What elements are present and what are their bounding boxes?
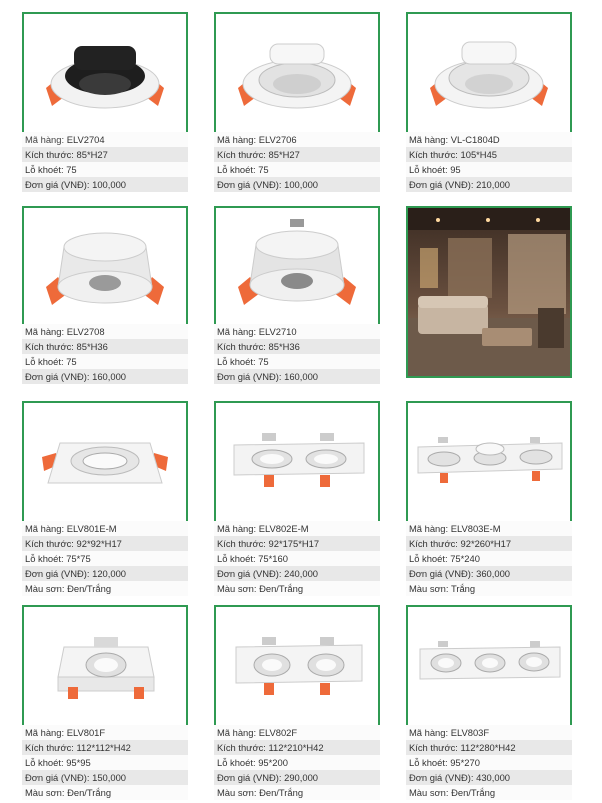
cutout-label: Lỗ khoét: bbox=[409, 164, 448, 175]
price-label: Đơn giá (VNĐ): bbox=[409, 568, 474, 579]
size-label: Kích thước: bbox=[217, 341, 266, 352]
color-label: Màu sơn: bbox=[409, 787, 449, 798]
product-cutout: 95*270 bbox=[450, 757, 480, 768]
product-cutout: 75 bbox=[66, 164, 77, 175]
product-image-frame bbox=[22, 206, 188, 328]
color-label: Màu sơn: bbox=[25, 583, 65, 594]
product-cutout: 75 bbox=[258, 164, 269, 175]
square-frame-single-icon bbox=[24, 403, 186, 523]
size-label: Kích thước: bbox=[25, 341, 74, 352]
product-cutout: 95*95 bbox=[66, 757, 91, 768]
size-label: Kích thước: bbox=[217, 149, 266, 160]
product-cutout: 75*160 bbox=[258, 553, 288, 564]
product-color: Đen/Trắng bbox=[67, 583, 112, 594]
color-label: Màu sơn: bbox=[217, 583, 257, 594]
product-specs bbox=[22, 521, 188, 596]
product-image-frame bbox=[22, 12, 188, 136]
product-price: 160,000 bbox=[92, 371, 126, 382]
square-frame-triple-icon bbox=[408, 403, 570, 523]
code-label: Mã hàng: bbox=[25, 134, 65, 145]
price-label: Đơn giá (VNĐ): bbox=[25, 179, 90, 190]
product-price: 120,000 bbox=[92, 568, 126, 579]
size-label: Kích thước: bbox=[217, 538, 266, 549]
cylinder-downlight-icon bbox=[216, 208, 378, 328]
product-size: 105*H45 bbox=[460, 149, 498, 160]
price-label: Đơn giá (VNĐ): bbox=[217, 772, 282, 783]
product-image-frame bbox=[406, 12, 572, 136]
price-label: Đơn giá (VNĐ): bbox=[217, 568, 282, 579]
product-code: ELV2710 bbox=[258, 326, 297, 337]
code-label: Mã hàng: bbox=[409, 523, 449, 534]
product-specs bbox=[214, 324, 380, 384]
color-label: Màu sơn: bbox=[25, 787, 65, 798]
product-image-frame bbox=[406, 605, 572, 729]
product-code: ELV802F bbox=[258, 727, 298, 738]
code-label: Mã hàng: bbox=[217, 727, 257, 738]
product-image-frame bbox=[214, 12, 380, 136]
living-room-photo-icon bbox=[408, 208, 570, 376]
deep-frame-triple-icon bbox=[408, 607, 570, 727]
product-cutout: 95 bbox=[450, 164, 461, 175]
product-color: Đen/Trắng bbox=[259, 787, 304, 798]
product-color: Đen/Trắng bbox=[259, 583, 304, 594]
price-label: Đơn giá (VNĐ): bbox=[25, 371, 90, 382]
code-label: Mã hàng: bbox=[217, 134, 257, 145]
code-label: Mã hàng: bbox=[409, 134, 449, 145]
product-price: 290,000 bbox=[284, 772, 318, 783]
product-cutout: 75*75 bbox=[66, 553, 91, 564]
product-specs bbox=[22, 324, 188, 384]
product-size: 92*92*H17 bbox=[76, 538, 122, 549]
cutout-label: Lỗ khoét: bbox=[217, 164, 256, 175]
cutout-label: Lỗ khoét: bbox=[409, 553, 448, 564]
deep-frame-double-icon bbox=[216, 607, 378, 727]
product-code: ELV2704 bbox=[66, 134, 105, 145]
code-label: Mã hàng: bbox=[25, 727, 65, 738]
product-color: Đen/Trắng bbox=[67, 787, 112, 798]
product-price: 150,000 bbox=[92, 772, 126, 783]
size-label: Kích thước: bbox=[25, 538, 74, 549]
product-specs bbox=[22, 132, 188, 192]
code-label: Mã hàng: bbox=[217, 523, 257, 534]
code-label: Mã hàng: bbox=[25, 326, 65, 337]
product-cutout: 75 bbox=[258, 356, 269, 367]
product-image-frame bbox=[22, 401, 188, 525]
code-label: Mã hàng: bbox=[409, 727, 449, 738]
cutout-label: Lỗ khoét: bbox=[25, 164, 64, 175]
product-price: 240,000 bbox=[284, 568, 318, 579]
product-price: 160,000 bbox=[284, 371, 318, 382]
product-size: 112*280*H42 bbox=[460, 742, 516, 753]
product-size: 112*112*H42 bbox=[76, 742, 131, 753]
product-cutout: 75 bbox=[66, 356, 77, 367]
product-code: ELV2708 bbox=[66, 326, 105, 337]
interior-photo bbox=[406, 206, 572, 378]
cutout-label: Lỗ khoét: bbox=[25, 553, 64, 564]
recessed-downlight-black-icon bbox=[24, 14, 186, 134]
product-size: 85*H27 bbox=[76, 149, 108, 160]
product-code: ELV803E-M bbox=[450, 523, 501, 534]
product-specs bbox=[214, 521, 380, 596]
code-label: Mã hàng: bbox=[217, 326, 257, 337]
product-price: 430,000 bbox=[476, 772, 510, 783]
recessed-downlight-white-icon bbox=[408, 14, 570, 134]
product-code: ELV801E-M bbox=[66, 523, 117, 534]
square-frame-double-icon bbox=[216, 403, 378, 523]
product-specs bbox=[406, 521, 572, 596]
product-color: Trắng bbox=[450, 583, 476, 594]
product-code: VL-C1804D bbox=[450, 134, 500, 145]
color-label: Màu sơn: bbox=[409, 583, 449, 594]
price-label: Đơn giá (VNĐ): bbox=[217, 371, 282, 382]
product-code: ELV2706 bbox=[258, 134, 297, 145]
product-specs bbox=[406, 725, 572, 800]
size-label: Kích thước: bbox=[409, 149, 458, 160]
cutout-label: Lỗ khoét: bbox=[409, 757, 448, 768]
cutout-label: Lỗ khoét: bbox=[25, 757, 64, 768]
product-specs bbox=[214, 132, 380, 192]
deep-frame-single-icon bbox=[24, 607, 186, 727]
code-label: Mã hàng: bbox=[25, 523, 65, 534]
product-size: 92*175*H17 bbox=[268, 538, 320, 549]
product-color: Đen/Trắng bbox=[451, 787, 496, 798]
size-label: Kích thước: bbox=[25, 149, 74, 160]
size-label: Kích thước: bbox=[25, 742, 74, 753]
product-image-frame bbox=[406, 401, 572, 525]
cylinder-downlight-icon bbox=[24, 208, 186, 328]
product-image-frame bbox=[214, 605, 380, 729]
price-label: Đơn giá (VNĐ): bbox=[409, 772, 474, 783]
product-price: 210,000 bbox=[476, 179, 510, 190]
cutout-label: Lỗ khoét: bbox=[217, 553, 256, 564]
cutout-label: Lỗ khoét: bbox=[25, 356, 64, 367]
color-label: Màu sơn: bbox=[217, 787, 257, 798]
size-label: Kích thước: bbox=[409, 538, 458, 549]
product-cutout: 95*200 bbox=[258, 757, 288, 768]
cutout-label: Lỗ khoét: bbox=[217, 356, 256, 367]
price-label: Đơn giá (VNĐ): bbox=[25, 772, 90, 783]
product-code: ELV801F bbox=[66, 727, 106, 738]
product-code: ELV802E-M bbox=[258, 523, 309, 534]
recessed-downlight-white-icon bbox=[216, 14, 378, 134]
product-image-frame bbox=[22, 605, 188, 729]
product-specs bbox=[214, 725, 380, 800]
product-size: 112*210*H42 bbox=[268, 742, 324, 753]
size-label: Kích thước: bbox=[409, 742, 458, 753]
product-specs bbox=[22, 725, 188, 800]
product-size: 85*H36 bbox=[76, 341, 108, 352]
price-label: Đơn giá (VNĐ): bbox=[409, 179, 474, 190]
product-image-frame bbox=[214, 401, 380, 525]
product-size: 92*260*H17 bbox=[460, 538, 512, 549]
price-label: Đơn giá (VNĐ): bbox=[217, 179, 282, 190]
product-price: 100,000 bbox=[284, 179, 318, 190]
product-image-frame bbox=[214, 206, 380, 328]
size-label: Kích thước: bbox=[217, 742, 266, 753]
product-cutout: 75*240 bbox=[450, 553, 480, 564]
price-label: Đơn giá (VNĐ): bbox=[25, 568, 90, 579]
product-size: 85*H27 bbox=[268, 149, 300, 160]
cutout-label: Lỗ khoét: bbox=[217, 757, 256, 768]
product-price: 360,000 bbox=[476, 568, 510, 579]
product-specs bbox=[406, 132, 572, 192]
product-price: 100,000 bbox=[92, 179, 126, 190]
product-code: ELV803F bbox=[450, 727, 490, 738]
product-size: 85*H36 bbox=[268, 341, 300, 352]
